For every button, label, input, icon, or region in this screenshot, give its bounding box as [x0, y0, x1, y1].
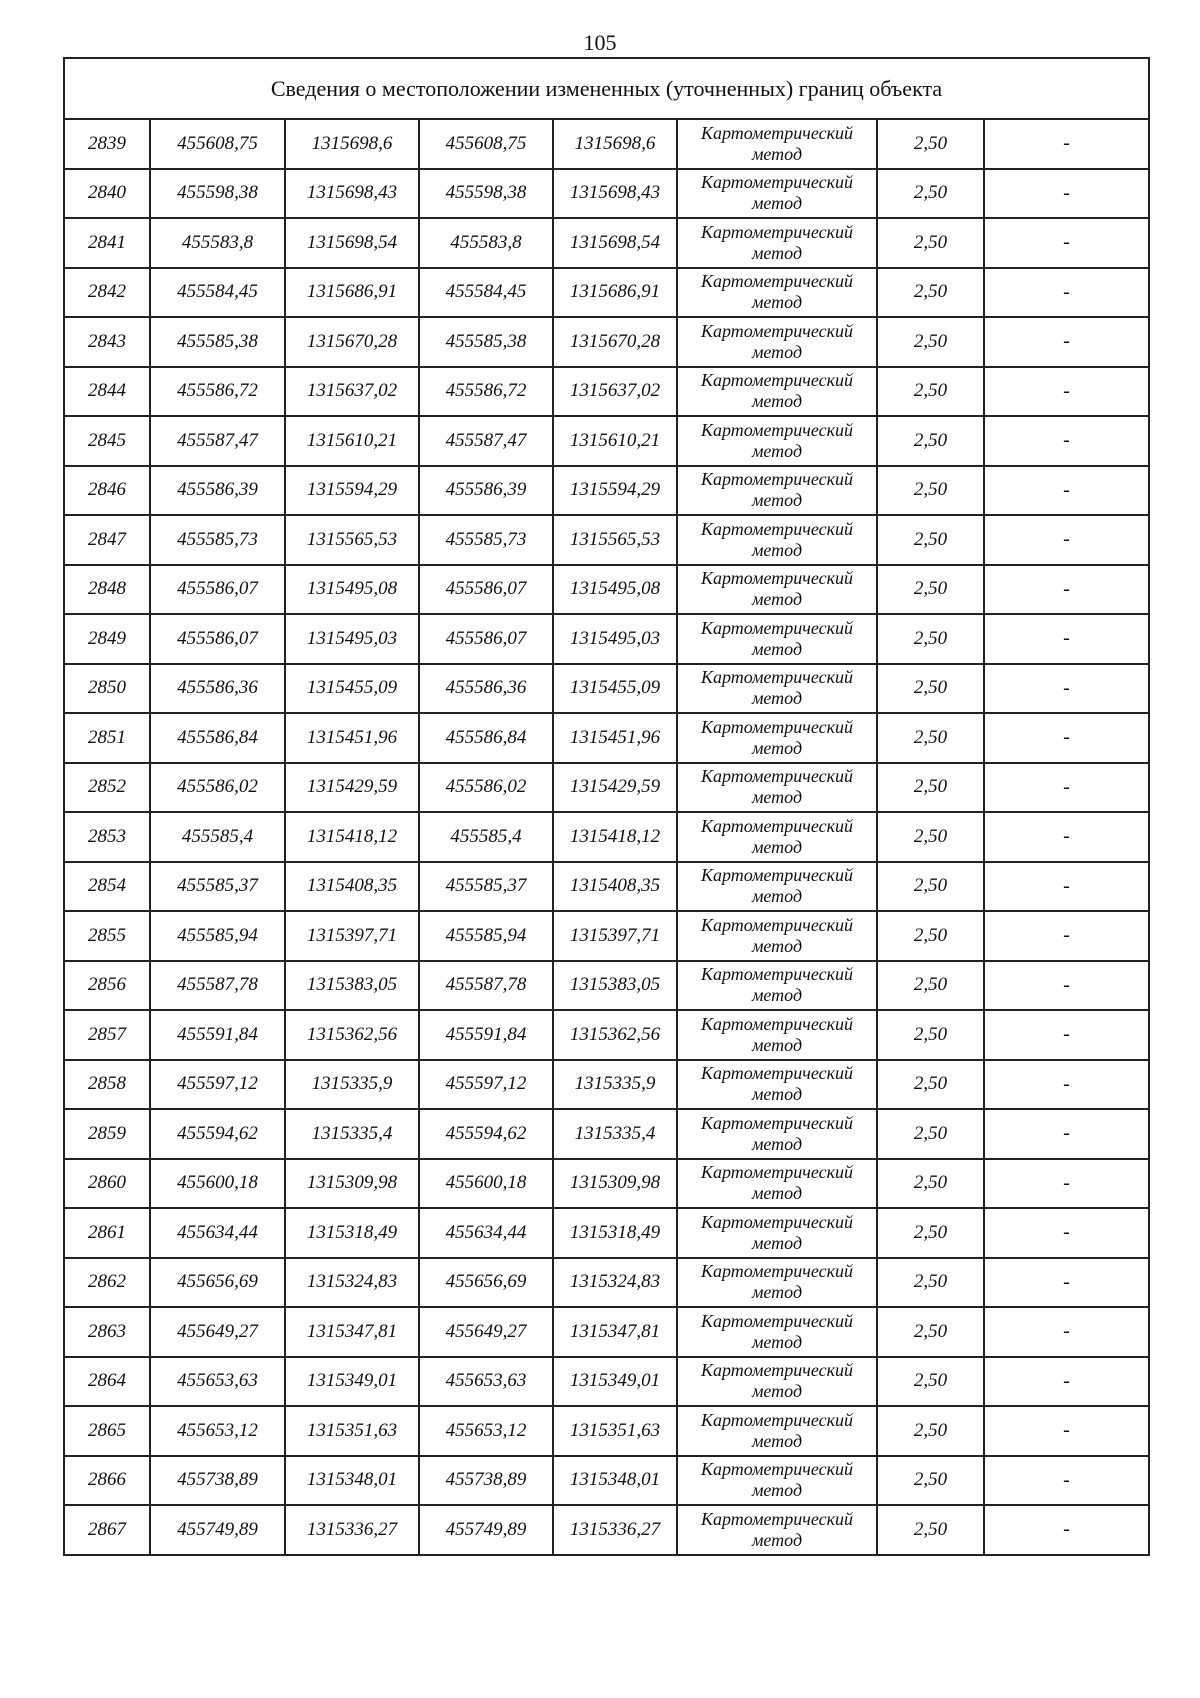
- x-refined-cell: 455597,12: [419, 1060, 553, 1110]
- table-row: [64, 911, 1149, 961]
- table-row: [64, 416, 1149, 466]
- point-number-cell: 2867: [64, 1505, 150, 1555]
- x-existing-cell: 455598,38: [150, 169, 285, 219]
- point-number-cell: 2855: [64, 911, 150, 961]
- x-refined-cell: 455656,69: [419, 1258, 553, 1308]
- table-row: [64, 466, 1149, 516]
- y-existing-cell: 1315418,12: [285, 812, 419, 862]
- y-refined-cell: 1315348,01: [553, 1456, 677, 1506]
- accuracy-cell: 2,50: [877, 763, 984, 813]
- point-number-cell: 2840: [64, 169, 150, 219]
- table-row: [64, 614, 1149, 664]
- x-refined-cell: 455608,75: [419, 119, 553, 169]
- point-number-cell: 2856: [64, 961, 150, 1011]
- y-refined-cell: 1315349,01: [553, 1357, 677, 1407]
- point-number-cell: 2847: [64, 515, 150, 565]
- method-cell: Картометрический метод: [677, 1357, 877, 1407]
- x-existing-cell: 455600,18: [150, 1159, 285, 1209]
- y-refined-cell: 1315347,81: [553, 1307, 677, 1357]
- x-existing-cell: 455586,84: [150, 713, 285, 763]
- y-refined-cell: 1315565,53: [553, 515, 677, 565]
- x-refined-cell: 455653,12: [419, 1406, 553, 1456]
- point-number-cell: 2858: [64, 1060, 150, 1110]
- method-cell: Картометрический метод: [677, 317, 877, 367]
- x-existing-cell: 455585,4: [150, 812, 285, 862]
- y-existing-cell: 1315495,08: [285, 565, 419, 615]
- method-cell: Картометрический метод: [677, 862, 877, 912]
- accuracy-cell: 2,50: [877, 1357, 984, 1407]
- x-refined-cell: 455749,89: [419, 1505, 553, 1555]
- table-row: [64, 713, 1149, 763]
- page-number: 105: [583, 30, 617, 55]
- y-existing-cell: 1315408,35: [285, 862, 419, 912]
- accuracy-cell: 2,50: [877, 268, 984, 318]
- y-existing-cell: 1315698,43: [285, 169, 419, 219]
- x-existing-cell: 455585,38: [150, 317, 285, 367]
- y-refined-cell: 1315362,56: [553, 1010, 677, 1060]
- table-row: [64, 1109, 1149, 1159]
- point-number-cell: 2843: [64, 317, 150, 367]
- point-number-cell: 2842: [64, 268, 150, 318]
- x-existing-cell: 455585,73: [150, 515, 285, 565]
- x-refined-cell: 455587,78: [419, 961, 553, 1011]
- remarks-cell: -: [984, 862, 1149, 912]
- x-existing-cell: 455653,63: [150, 1357, 285, 1407]
- y-refined-cell: 1315686,91: [553, 268, 677, 318]
- method-cell: Картометрический метод: [677, 763, 877, 813]
- y-refined-cell: 1315698,6: [553, 119, 677, 169]
- x-refined-cell: 455585,73: [419, 515, 553, 565]
- y-existing-cell: 1315670,28: [285, 317, 419, 367]
- table-row: [64, 1307, 1149, 1357]
- y-refined-cell: 1315698,43: [553, 169, 677, 219]
- y-refined-cell: 1315495,08: [553, 565, 677, 615]
- point-number-cell: 2852: [64, 763, 150, 813]
- x-refined-cell: 455634,44: [419, 1208, 553, 1258]
- method-cell: Картометрический метод: [677, 218, 877, 268]
- method-cell: Картометрический метод: [677, 961, 877, 1011]
- y-refined-cell: 1315698,54: [553, 218, 677, 268]
- x-refined-cell: 455653,63: [419, 1357, 553, 1407]
- remarks-cell: -: [984, 812, 1149, 862]
- y-refined-cell: 1315336,27: [553, 1505, 677, 1555]
- point-number-cell: 2845: [64, 416, 150, 466]
- table-row: [64, 515, 1149, 565]
- remarks-cell: -: [984, 317, 1149, 367]
- x-refined-cell: 455586,07: [419, 565, 553, 615]
- point-number-cell: 2854: [64, 862, 150, 912]
- remarks-cell: -: [984, 119, 1149, 169]
- method-cell: Картометрический метод: [677, 713, 877, 763]
- accuracy-cell: 2,50: [877, 911, 984, 961]
- table-row: [64, 565, 1149, 615]
- method-cell: Картометрический метод: [677, 466, 877, 516]
- y-refined-cell: 1315335,4: [553, 1109, 677, 1159]
- y-existing-cell: 1315309,98: [285, 1159, 419, 1209]
- table-row: [64, 1357, 1149, 1407]
- x-existing-cell: 455649,27: [150, 1307, 285, 1357]
- accuracy-cell: 2,50: [877, 416, 984, 466]
- method-cell: Картометрический метод: [677, 614, 877, 664]
- method-cell: Картометрический метод: [677, 1208, 877, 1258]
- remarks-cell: -: [984, 515, 1149, 565]
- x-existing-cell: 455586,07: [150, 614, 285, 664]
- x-existing-cell: 455586,07: [150, 565, 285, 615]
- method-cell: Картометрический метод: [677, 1456, 877, 1506]
- x-existing-cell: 455597,12: [150, 1060, 285, 1110]
- accuracy-cell: 2,50: [877, 1406, 984, 1456]
- table-row: [64, 1258, 1149, 1308]
- table-row: [64, 664, 1149, 714]
- y-refined-cell: 1315451,96: [553, 713, 677, 763]
- y-existing-cell: 1315324,83: [285, 1258, 419, 1308]
- method-cell: Картометрический метод: [677, 664, 877, 714]
- point-number-cell: 2861: [64, 1208, 150, 1258]
- y-refined-cell: 1315324,83: [553, 1258, 677, 1308]
- y-refined-cell: 1315610,21: [553, 416, 677, 466]
- remarks-cell: -: [984, 664, 1149, 714]
- remarks-cell: -: [984, 1159, 1149, 1209]
- y-existing-cell: 1315429,59: [285, 763, 419, 813]
- table-title: Сведения о местоположении измененных (уточненных) границ объекта: [64, 58, 1149, 119]
- remarks-cell: -: [984, 416, 1149, 466]
- y-refined-cell: 1315670,28: [553, 317, 677, 367]
- table-row: [64, 1159, 1149, 1209]
- method-cell: Картометрический метод: [677, 1307, 877, 1357]
- point-number-cell: 2864: [64, 1357, 150, 1407]
- accuracy-cell: 2,50: [877, 466, 984, 516]
- y-refined-cell: 1315309,98: [553, 1159, 677, 1209]
- y-existing-cell: 1315362,56: [285, 1010, 419, 1060]
- accuracy-cell: 2,50: [877, 664, 984, 714]
- table-row: [64, 268, 1149, 318]
- x-refined-cell: 455586,07: [419, 614, 553, 664]
- accuracy-cell: 2,50: [877, 169, 984, 219]
- x-refined-cell: 455585,4: [419, 812, 553, 862]
- y-existing-cell: 1315594,29: [285, 466, 419, 516]
- remarks-cell: -: [984, 1406, 1149, 1456]
- method-cell: Картометрический метод: [677, 1060, 877, 1110]
- remarks-cell: -: [984, 1505, 1149, 1555]
- accuracy-cell: 2,50: [877, 317, 984, 367]
- remarks-cell: -: [984, 1010, 1149, 1060]
- table-row: [64, 763, 1149, 813]
- y-existing-cell: 1315349,01: [285, 1357, 419, 1407]
- y-refined-cell: 1315351,63: [553, 1406, 677, 1456]
- y-existing-cell: 1315495,03: [285, 614, 419, 664]
- x-refined-cell: 455584,45: [419, 268, 553, 318]
- y-existing-cell: 1315698,6: [285, 119, 419, 169]
- method-cell: Картометрический метод: [677, 515, 877, 565]
- accuracy-cell: 2,50: [877, 1505, 984, 1555]
- y-existing-cell: 1315637,02: [285, 367, 419, 417]
- table-row: [64, 862, 1149, 912]
- y-existing-cell: 1315335,4: [285, 1109, 419, 1159]
- remarks-cell: -: [984, 1109, 1149, 1159]
- x-refined-cell: 455585,38: [419, 317, 553, 367]
- remarks-cell: -: [984, 1208, 1149, 1258]
- remarks-cell: -: [984, 614, 1149, 664]
- x-existing-cell: 455749,89: [150, 1505, 285, 1555]
- y-refined-cell: 1315397,71: [553, 911, 677, 961]
- remarks-cell: -: [984, 1307, 1149, 1357]
- method-cell: Картометрический метод: [677, 268, 877, 318]
- point-number-cell: 2862: [64, 1258, 150, 1308]
- accuracy-cell: 2,50: [877, 812, 984, 862]
- x-refined-cell: 455598,38: [419, 169, 553, 219]
- table-row: [64, 812, 1149, 862]
- remarks-cell: -: [984, 1258, 1149, 1308]
- method-cell: Картометрический метод: [677, 119, 877, 169]
- accuracy-cell: 2,50: [877, 515, 984, 565]
- point-number-cell: 2839: [64, 119, 150, 169]
- table-row: [64, 1456, 1149, 1506]
- x-existing-cell: 455586,36: [150, 664, 285, 714]
- method-cell: Картометрический метод: [677, 169, 877, 219]
- x-existing-cell: 455586,39: [150, 466, 285, 516]
- y-refined-cell: 1315594,29: [553, 466, 677, 516]
- table-title-row: [64, 58, 1149, 119]
- point-number-cell: 2860: [64, 1159, 150, 1209]
- point-number-cell: 2859: [64, 1109, 150, 1159]
- remarks-cell: -: [984, 763, 1149, 813]
- x-refined-cell: 455600,18: [419, 1159, 553, 1209]
- x-refined-cell: 455738,89: [419, 1456, 553, 1506]
- table-row: [64, 1010, 1149, 1060]
- x-refined-cell: 455583,8: [419, 218, 553, 268]
- y-existing-cell: 1315451,96: [285, 713, 419, 763]
- y-refined-cell: 1315408,35: [553, 862, 677, 912]
- point-number-cell: 2849: [64, 614, 150, 664]
- method-cell: Картометрический метод: [677, 1505, 877, 1555]
- y-existing-cell: 1315610,21: [285, 416, 419, 466]
- y-refined-cell: 1315637,02: [553, 367, 677, 417]
- y-existing-cell: 1315455,09: [285, 664, 419, 714]
- y-existing-cell: 1315335,9: [285, 1060, 419, 1110]
- accuracy-cell: 2,50: [877, 1109, 984, 1159]
- point-number-cell: 2866: [64, 1456, 150, 1506]
- accuracy-cell: 2,50: [877, 1307, 984, 1357]
- y-refined-cell: 1315495,03: [553, 614, 677, 664]
- point-number-cell: 2846: [64, 466, 150, 516]
- x-refined-cell: 455586,02: [419, 763, 553, 813]
- table-row: [64, 218, 1149, 268]
- x-existing-cell: 455656,69: [150, 1258, 285, 1308]
- table-row: [64, 1505, 1149, 1555]
- method-cell: Картометрический метод: [677, 1159, 877, 1209]
- accuracy-cell: 2,50: [877, 367, 984, 417]
- table-row: [64, 169, 1149, 219]
- x-existing-cell: 455653,12: [150, 1406, 285, 1456]
- remarks-cell: -: [984, 961, 1149, 1011]
- x-existing-cell: 455586,72: [150, 367, 285, 417]
- x-refined-cell: 455586,36: [419, 664, 553, 714]
- accuracy-cell: 2,50: [877, 1060, 984, 1110]
- accuracy-cell: 2,50: [877, 1010, 984, 1060]
- x-existing-cell: 455585,37: [150, 862, 285, 912]
- table-row: [64, 1060, 1149, 1110]
- remarks-cell: -: [984, 1456, 1149, 1506]
- remarks-cell: -: [984, 1060, 1149, 1110]
- method-cell: Картометрический метод: [677, 416, 877, 466]
- accuracy-cell: 2,50: [877, 961, 984, 1011]
- remarks-cell: -: [984, 268, 1149, 318]
- y-refined-cell: 1315429,59: [553, 763, 677, 813]
- point-number-cell: 2848: [64, 565, 150, 615]
- x-refined-cell: 455586,84: [419, 713, 553, 763]
- method-cell: Картометрический метод: [677, 812, 877, 862]
- x-refined-cell: 455585,94: [419, 911, 553, 961]
- accuracy-cell: 2,50: [877, 1258, 984, 1308]
- y-refined-cell: 1315335,9: [553, 1060, 677, 1110]
- table-row: [64, 317, 1149, 367]
- y-refined-cell: 1315418,12: [553, 812, 677, 862]
- point-number-cell: 2857: [64, 1010, 150, 1060]
- x-existing-cell: 455738,89: [150, 1456, 285, 1506]
- accuracy-cell: 2,50: [877, 713, 984, 763]
- point-number-cell: 2851: [64, 713, 150, 763]
- point-number-cell: 2850: [64, 664, 150, 714]
- y-existing-cell: 1315397,71: [285, 911, 419, 961]
- x-refined-cell: 455591,84: [419, 1010, 553, 1060]
- point-number-cell: 2865: [64, 1406, 150, 1456]
- y-existing-cell: 1315686,91: [285, 268, 419, 318]
- x-refined-cell: 455586,39: [419, 466, 553, 516]
- y-existing-cell: 1315698,54: [285, 218, 419, 268]
- method-cell: Картометрический метод: [677, 1258, 877, 1308]
- y-existing-cell: 1315336,27: [285, 1505, 419, 1555]
- method-cell: Картометрический метод: [677, 911, 877, 961]
- x-refined-cell: 455586,72: [419, 367, 553, 417]
- remarks-cell: -: [984, 713, 1149, 763]
- y-refined-cell: 1315455,09: [553, 664, 677, 714]
- method-cell: Картометрический метод: [677, 367, 877, 417]
- remarks-cell: -: [984, 565, 1149, 615]
- accuracy-cell: 2,50: [877, 1159, 984, 1209]
- accuracy-cell: 2,50: [877, 1456, 984, 1506]
- point-number-cell: 2863: [64, 1307, 150, 1357]
- x-existing-cell: 455587,78: [150, 961, 285, 1011]
- method-cell: Картометрический метод: [677, 565, 877, 615]
- method-cell: Картометрический метод: [677, 1109, 877, 1159]
- x-refined-cell: 455594,62: [419, 1109, 553, 1159]
- point-number-cell: 2844: [64, 367, 150, 417]
- accuracy-cell: 2,50: [877, 218, 984, 268]
- y-existing-cell: 1315348,01: [285, 1456, 419, 1506]
- x-refined-cell: 455585,37: [419, 862, 553, 912]
- remarks-cell: -: [984, 1357, 1149, 1407]
- accuracy-cell: 2,50: [877, 119, 984, 169]
- table-row: [64, 1406, 1149, 1456]
- y-existing-cell: 1315383,05: [285, 961, 419, 1011]
- y-existing-cell: 1315347,81: [285, 1307, 419, 1357]
- remarks-cell: -: [984, 169, 1149, 219]
- table-row: [64, 119, 1149, 169]
- boundary-coordinates-table: [63, 57, 1150, 1556]
- x-existing-cell: 455591,84: [150, 1010, 285, 1060]
- accuracy-cell: 2,50: [877, 1208, 984, 1258]
- x-existing-cell: 455634,44: [150, 1208, 285, 1258]
- x-existing-cell: 455584,45: [150, 268, 285, 318]
- x-existing-cell: 455587,47: [150, 416, 285, 466]
- table-row: [64, 367, 1149, 417]
- method-cell: Картометрический метод: [677, 1406, 877, 1456]
- y-existing-cell: 1315351,63: [285, 1406, 419, 1456]
- accuracy-cell: 2,50: [877, 565, 984, 615]
- y-refined-cell: 1315318,49: [553, 1208, 677, 1258]
- accuracy-cell: 2,50: [877, 862, 984, 912]
- x-existing-cell: 455608,75: [150, 119, 285, 169]
- x-refined-cell: 455587,47: [419, 416, 553, 466]
- x-existing-cell: 455594,62: [150, 1109, 285, 1159]
- point-number-cell: 2841: [64, 218, 150, 268]
- x-refined-cell: 455649,27: [419, 1307, 553, 1357]
- x-existing-cell: 455585,94: [150, 911, 285, 961]
- point-number-cell: 2853: [64, 812, 150, 862]
- remarks-cell: -: [984, 911, 1149, 961]
- table-row: [64, 1208, 1149, 1258]
- remarks-cell: -: [984, 218, 1149, 268]
- table-row: [64, 961, 1149, 1011]
- method-cell: Картометрический метод: [677, 1010, 877, 1060]
- remarks-cell: -: [984, 367, 1149, 417]
- x-existing-cell: 455586,02: [150, 763, 285, 813]
- y-existing-cell: 1315565,53: [285, 515, 419, 565]
- y-existing-cell: 1315318,49: [285, 1208, 419, 1258]
- accuracy-cell: 2,50: [877, 614, 984, 664]
- y-refined-cell: 1315383,05: [553, 961, 677, 1011]
- remarks-cell: -: [984, 466, 1149, 516]
- x-existing-cell: 455583,8: [150, 218, 285, 268]
